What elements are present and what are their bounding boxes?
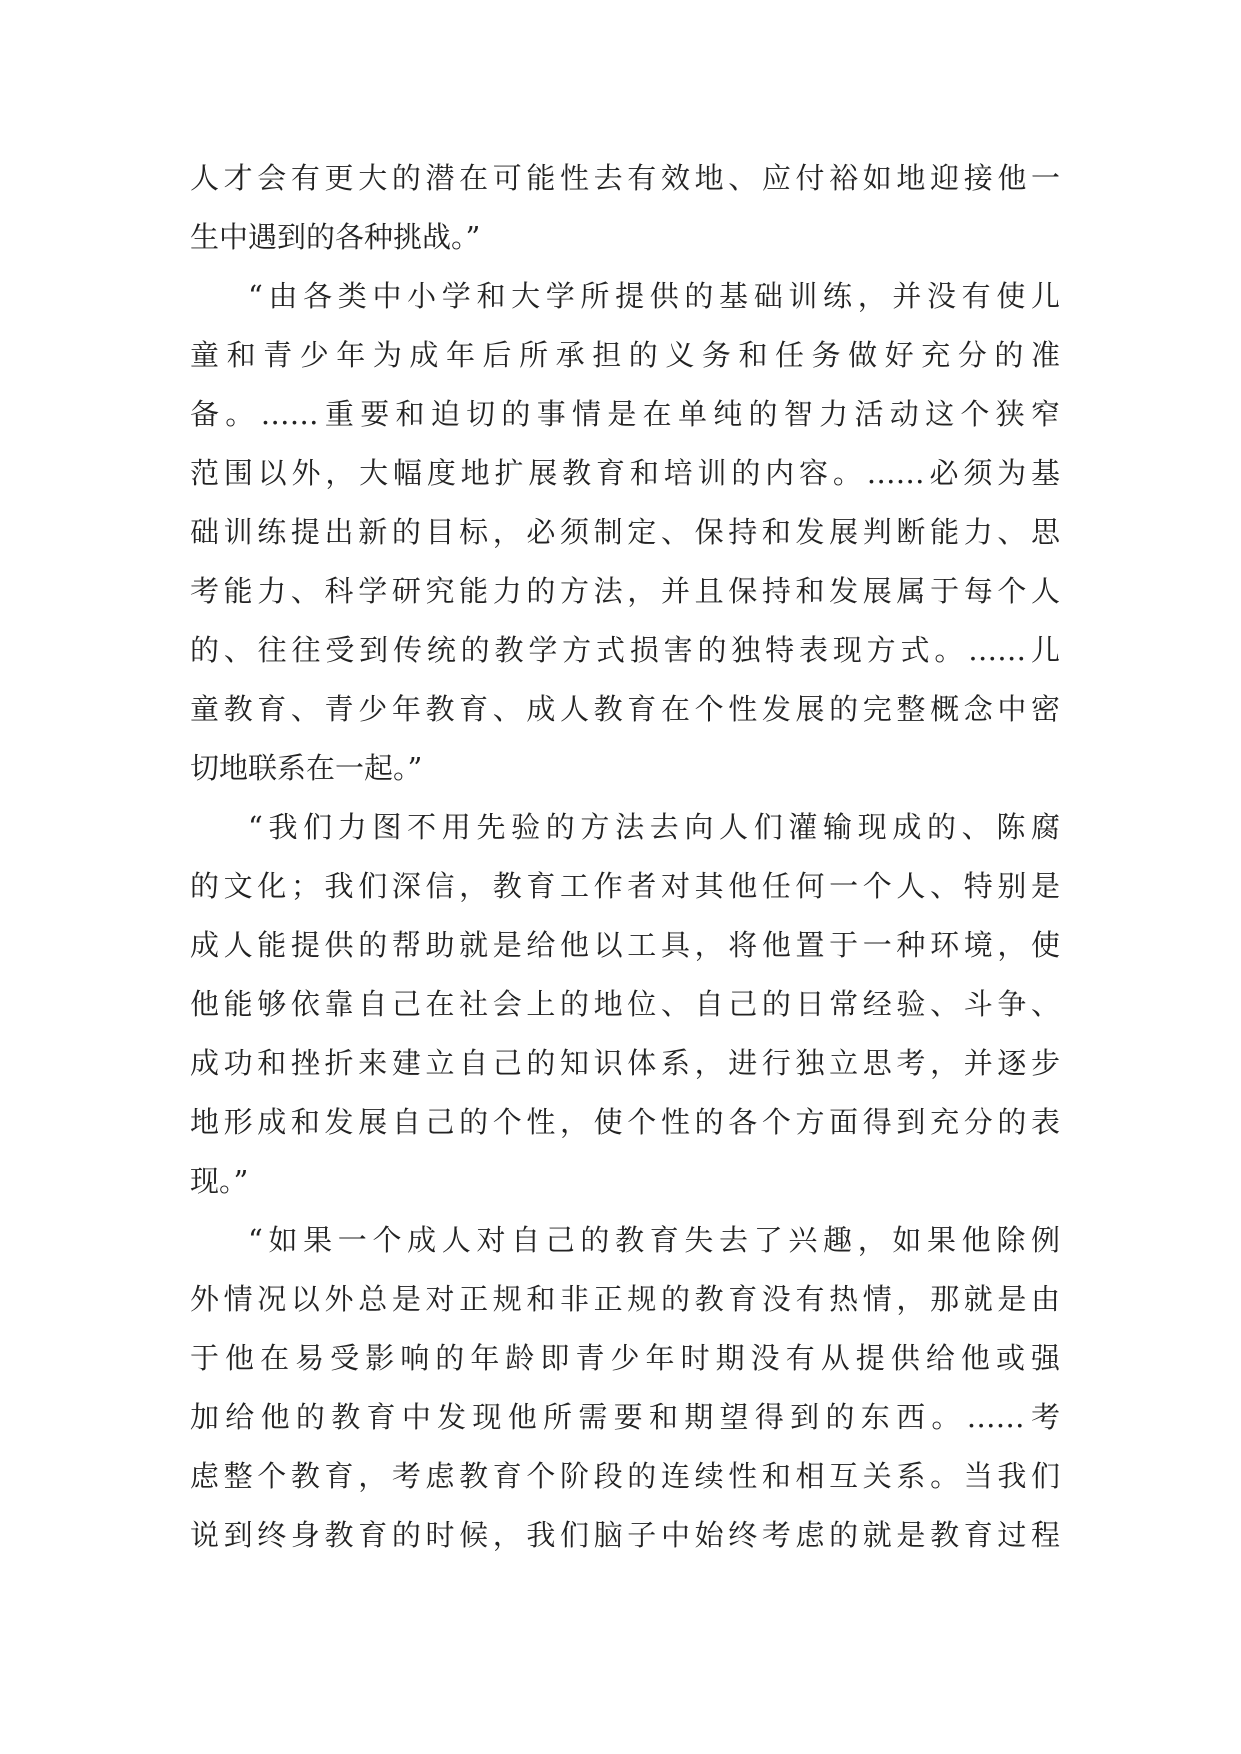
body-text [190,149,1060,1565]
paragraph [190,149,1060,267]
text-line: “如果一个成人对自己的教育失去了兴趣，如果他除例 [248,1223,1060,1257]
text-line: 备。……重要和迫切的事情是在单纯的智力活动这个狭窄 [190,397,1060,431]
text-line: 础训练提出新的目标，必须制定、保持和发展判断能力、思 [190,515,1060,549]
text-line: 外情况以外总是对正规和非正规的教育没有热情，那就是由 [190,1282,1060,1316]
text-line: 说到终身教育的时候，我们脑子中始终考虑的就是教育过程 [190,1518,1060,1552]
text-line: 成功和挫折来建立自己的知识体系，进行独立思考，并逐步 [190,1046,1060,1080]
paragraph [190,267,1060,798]
paragraph [190,798,1060,1211]
text-line: “我们力图不用先验的方法去向人们灌输现成的、陈腐 [248,810,1060,844]
text-line: 成人能提供的帮助就是给他以工具，将他置于一种环境，使 [190,928,1060,962]
text-line: 现。” [190,1164,249,1198]
text-line: 人才会有更大的潜在可能性去有效地、应付裕如地迎接他一 [190,161,1060,195]
text-line: 考能力、科学研究能力的方法，并且保持和发展属于每个人 [190,574,1060,608]
text-line: 的、往往受到传统的教学方式损害的独特表现方式。……儿 [190,633,1060,667]
text-line: 地形成和发展自己的个性，使个性的各个方面得到充分的表 [190,1105,1060,1139]
paragraph [190,1211,1060,1565]
text-line: 加给他的教育中发现他所需要和期望得到的东西。……考 [190,1400,1060,1434]
text-line: 范围以外，大幅度地扩展教育和培训的内容。……必须为基 [190,456,1060,490]
text-line: 童教育、青少年教育、成人教育在个性发展的完整概念中密 [190,692,1060,726]
text-line: “由各类中小学和大学所提供的基础训练，并没有使儿 [248,279,1060,313]
text-line: 他能够依靠自己在社会上的地位、自己的日常经验、斗争、 [190,987,1060,1021]
text-line: 切地联系在一起。” [190,751,423,785]
text-line: 生中遇到的各种挑战。” [190,220,481,254]
text-line: 童和青少年为成年后所承担的义务和任务做好充分的准 [190,338,1060,372]
text-line: 于他在易受影响的年龄即青少年时期没有从提供给他或强 [190,1341,1060,1375]
text-line: 虑整个教育，考虑教育个阶段的连续性和相互关系。当我们 [190,1459,1060,1493]
text-line: 的文化；我们深信，教育工作者对其他任何一个人、特别是 [190,869,1060,903]
